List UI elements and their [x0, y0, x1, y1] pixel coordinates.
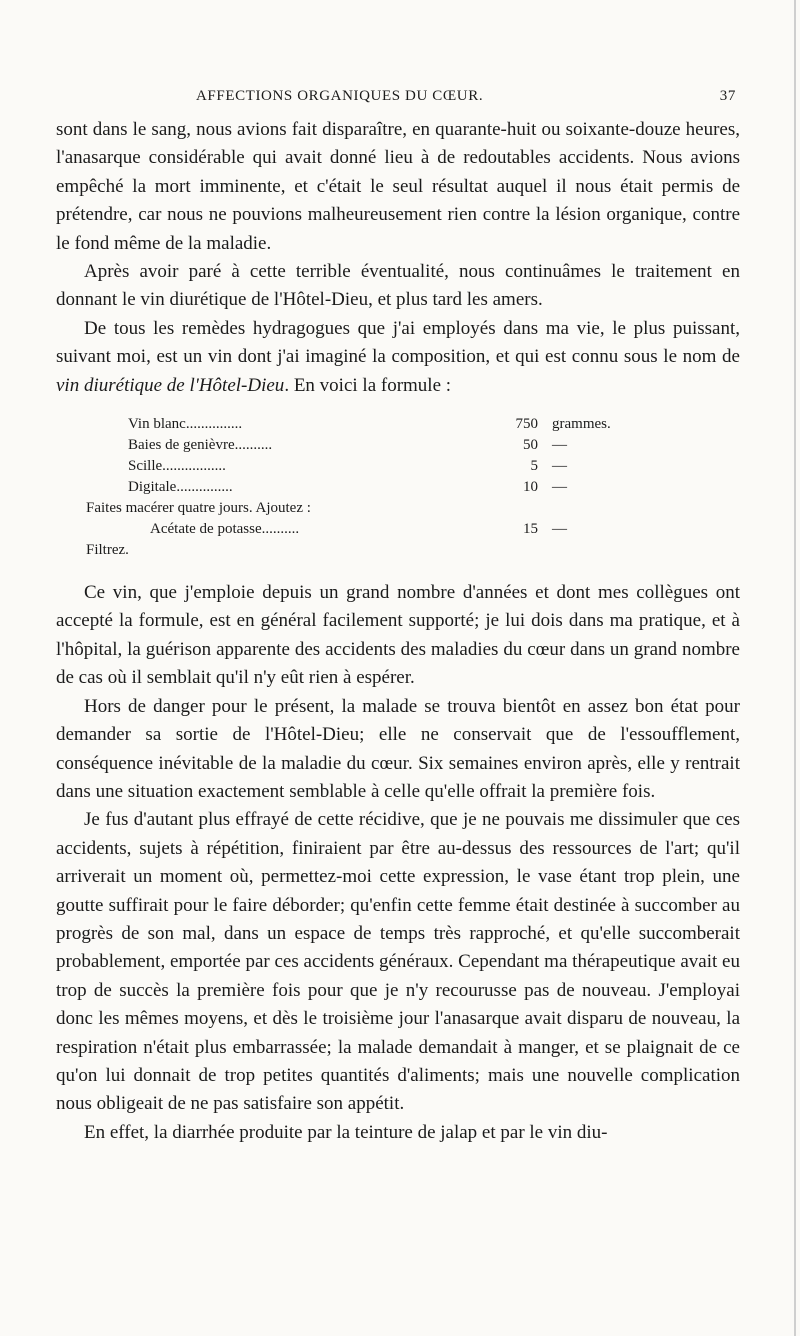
ingredient-quantity: 5: [530, 458, 538, 475]
paragraph-formula-intro: [56, 315, 740, 400]
ingredient-quantity: 750: [515, 416, 538, 433]
paragraph: sont dans le sang, nous avions fait disparaître, en quarante-huit ou soixante-douze heures, l'anasarque considérable qui avait donné lieu à de redoutables accidents. Nous avions empêché la mort imminente, et c'était le seul résultat auquel il nous était permis de prétendre, car nous ne pouvions malheureusement rien contre la lésion organique, contre le fond même de la maladie.: [56, 119, 740, 254]
paragraph: Ce vin, que j'emploie depuis un grand nombre d'années et dont mes collègues ont accepté la formule, est en général facilement supporté; je lui dois dans ma pratique, et à l'hôpital, la guérison apparente des accidents des maladies du cœur dans un grand nombre de cas où il semblait qu'il n'y eût rien à espérer.: [56, 582, 740, 689]
formula-instruction: Faites macérer quatre jours. Ajoutez :: [86, 500, 311, 517]
ingredient-unit: —: [552, 479, 567, 496]
leader-dots: ..........: [234, 437, 273, 454]
formula-note: [86, 498, 740, 519]
ingredient-quantity: 50: [523, 437, 538, 454]
leader-dots: ...............: [185, 416, 243, 433]
ingredient-label: Scille: [128, 458, 163, 475]
formula-final-instruction: Filtrez.: [86, 542, 129, 559]
paragraph: Hors de danger pour le présent, la malade se trouva bientôt en assez bon état pour demander sa sortie de l'Hôtel-Dieu; elle ne conservait que de l'essoufflement, conséquence inévitable de la maladie du cœur. Six semaines environ après, elle y rentrait dans une situation exactement semblable à celle qu'elle offrait la première fois.: [56, 695, 740, 802]
italic-term: vin diurétique de l'Hôtel-Dieu: [56, 374, 285, 396]
ingredient-name: [86, 456, 486, 477]
ingredient-label: Baies de genièvre: [128, 437, 235, 454]
paragraph: Après avoir paré à cette terrible éventualité, nous continuâmes le traitement en donnant le vin diurétique de l'Hôtel-Dieu, et plus tard les amers.: [56, 261, 740, 311]
ingredient-unit: grammes.: [552, 416, 611, 433]
ingredient-quantity: 15: [523, 521, 538, 538]
ingredient-label: Digitale: [128, 479, 177, 496]
formula-final: [86, 540, 740, 561]
ingredient-unit: —: [552, 521, 567, 538]
ingredient-name: [86, 477, 486, 498]
text-run: De tous les remèdes hydragogues que j'ai employés dans ma vie, le plus puissant, suivant moi, est un vin dont j'ai imaginé la composition, et qui est connu sous le nom de: [56, 317, 740, 368]
running-title: AFFECTIONS ORGANIQUES DU CŒUR.: [196, 88, 484, 104]
ingredient-unit: —: [552, 437, 567, 454]
ingredient-unit: —: [552, 458, 567, 475]
leader-dots: ...............: [176, 479, 233, 496]
leader-dots: .................: [162, 458, 226, 475]
leader-dots: ..........: [261, 521, 300, 538]
paragraph: Je fus d'autant plus effrayé de cette récidive, que je ne pouvais me dissimuler que ces accidents, sujets à répétition, finiraient par être au-dessus des ressources de l'art; qu'il arriverait un moment où, permettez-moi cette expression, le vase étant trop plein, une goutte suffirait pour le faire déborder; qu'enfin cette femme était destinée à succomber au progrès de son mal, dans un espace de temps très rapproché, et qu'elle succomberait probablement, emportée par ces accidents généraux. Cependant ma thérapeutique avait eu trop de succès la première fois pour que je n'y recourusse pas de nouveau. J'employai donc les mêmes moyens, et dès le troisième jour l'anasarque avait disparu de nouveau, la respiration n'était plus embarrassée; la malade demandait à manger, et se plaignait de ce qu'on lui donnait de trop petites quantités d'aliments; mais une nouvelle complication nous obligeait de ne pas satisfaire son appétit.: [56, 809, 740, 1115]
text-run: . En voici la formule :: [284, 374, 452, 396]
page-edge-line: [794, 0, 796, 1336]
paragraph: En effet, la diarrhée produite par la teinture de jalap et par le vin diu-: [84, 1121, 608, 1143]
body-text: [56, 116, 740, 1147]
formula-row: [86, 477, 740, 498]
ingredient-name: [86, 519, 486, 540]
page-number: 37: [719, 88, 736, 104]
ingredient-label: Acétate de potasse: [150, 521, 262, 538]
formula-row: [86, 435, 740, 456]
formula-row: [86, 414, 740, 435]
formula-table: [86, 414, 740, 561]
formula-row: [86, 456, 740, 477]
ingredient-name: [86, 435, 486, 456]
ingredient-label: Vin blanc: [128, 416, 186, 433]
ingredient-quantity: 10: [523, 479, 538, 496]
formula-row: [86, 519, 740, 540]
ingredient-name: [86, 414, 486, 435]
